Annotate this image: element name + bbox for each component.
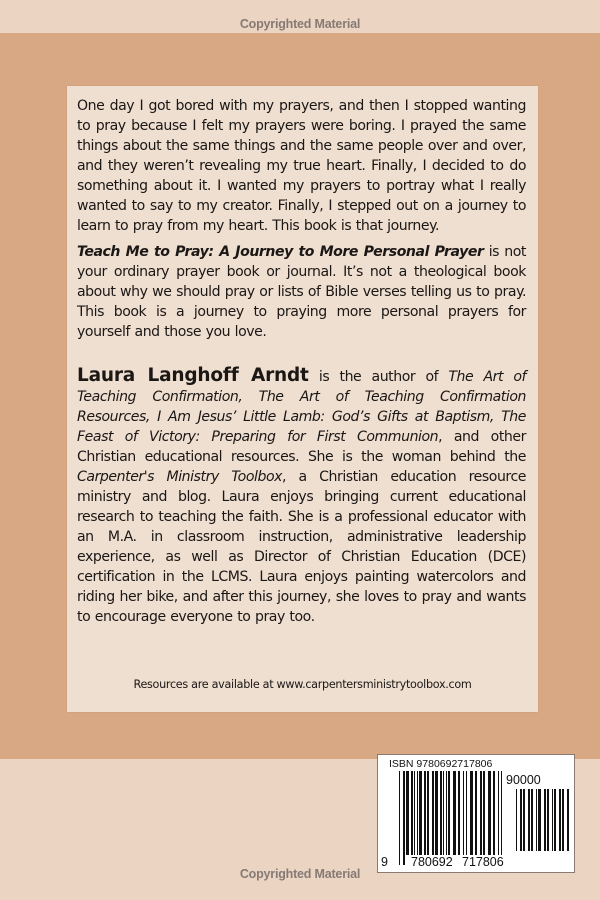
barcode-bar: [424, 771, 426, 855]
barcode-bar: [531, 789, 533, 851]
barcode-bar: [419, 771, 422, 855]
barcode-bar: [475, 771, 477, 855]
barcode-bar: [411, 771, 413, 855]
book-description-paragraph: [77, 242, 526, 342]
barcode-bar: [399, 771, 400, 865]
barcode-bar: [446, 771, 447, 855]
barcode-bar: [417, 771, 418, 855]
book-title: Teach Me to Pray: A Journey to More Personal Prayer: [77, 244, 484, 260]
barcode-bar: [443, 771, 444, 855]
barcode-bar: [547, 789, 549, 851]
barcode-bar: [544, 789, 546, 851]
barcode-bar: [523, 789, 525, 851]
barcode-bar: [493, 771, 495, 855]
copyright-watermark-top: Copyrighted Material: [239, 17, 361, 31]
barcode-bar: [501, 771, 502, 855]
barcode-bar: [552, 789, 553, 851]
author-bio-text-2: , and other Christian educational resources. She is the woman behind the: [77, 429, 526, 465]
barcode-bar: [435, 771, 438, 855]
intro-paragraph: One day I got bored with my prayers, and then I stopped wanting to pray because I felt my prayers were boring. I prayed the same things about the same things and the same people over and over, and they weren’t revealing my true heart. Finally, I decided to do something about it. I wanted my prayers to portray what I really wanted to say to my creator. Finally, I stepped out on a journey to learn to pray from my heart. This book is that journey.: [77, 98, 526, 234]
ministry-name: Carpenter's Ministry Toolbox: [77, 469, 283, 485]
barcode-bar: [440, 771, 442, 855]
barcode-addon-bars: [516, 789, 571, 861]
barcode-bar: [562, 789, 564, 851]
barcode-main-bars: [399, 771, 506, 865]
barcode-bar: [516, 789, 517, 851]
barcode-digit-first: 9: [381, 855, 388, 869]
author-books-list: The Art of Teaching Confirmation, The Art of Teaching Confirmation Resources, I Am Jesus’ Little Lamb: God’s Gifts at Baptism, The Feast of Victory: Preparing for First Communion: [77, 369, 527, 445]
barcode-bar: [470, 771, 473, 855]
barcode-bar: [554, 789, 556, 851]
barcode-bar: [528, 789, 530, 851]
author-bio-text-3: , a Christian education resource ministry and blog. Laura enjoys bringing current educational research to teaching the faith. She is a professional educator with an M.A. in classroom instruction, administrative leadership experience, as well as Director of Christian Education (DCE) certification in the LCMS. Laura enjoys painting watercolors and riding her bike, and after this journey, she loves to pray and wants to encourage everyone to pray too.: [77, 469, 526, 625]
barcode-bar: [567, 789, 569, 851]
barcode-bar: [427, 771, 429, 855]
barcode-bar: [480, 771, 482, 855]
barcode-bar: [466, 771, 467, 855]
resources-line: Resources are available at www.carpentersministrytoolbox.com: [133, 678, 472, 691]
copyright-watermark-bottom: Copyrighted Material: [239, 867, 361, 881]
author-bio-paragraph: [77, 366, 526, 627]
barcode-bar: [538, 789, 541, 851]
price-addon-label: 90000: [506, 773, 541, 787]
author-bio-text-1: is the author of: [308, 369, 449, 385]
barcode-bar: [536, 789, 537, 851]
barcode-digits-right: 717806: [462, 855, 504, 869]
barcode-digits-left: 780692: [411, 855, 453, 869]
barcode-bar: [559, 789, 561, 851]
barcode-bar: [432, 771, 434, 855]
isbn-label: ISBN 9780692717806: [389, 758, 493, 770]
barcode-bar: [453, 771, 456, 855]
barcode-bar: [498, 771, 499, 855]
barcode-bar: [488, 771, 491, 855]
back-cover-blurb-panel: [67, 86, 538, 712]
book-description-text: is not your ordinary prayer book or journal. It’s not a theological book about why we should pray or lists of Bible verses telling us to pray. This book is a journey to praying more personal prayers for yourself and those you love.: [77, 244, 526, 340]
barcode-bar: [448, 771, 450, 865]
barcode-bar: [406, 771, 409, 855]
barcode-bar: [403, 771, 405, 865]
barcode-bar: [483, 771, 485, 855]
author-name: Laura Langhoff Arndt: [77, 365, 309, 386]
barcode-bar: [520, 789, 522, 851]
barcode-bar: [458, 771, 460, 855]
isbn-barcode: [377, 754, 575, 873]
barcode-bar: [414, 771, 415, 855]
barcode-bar: [463, 771, 464, 855]
